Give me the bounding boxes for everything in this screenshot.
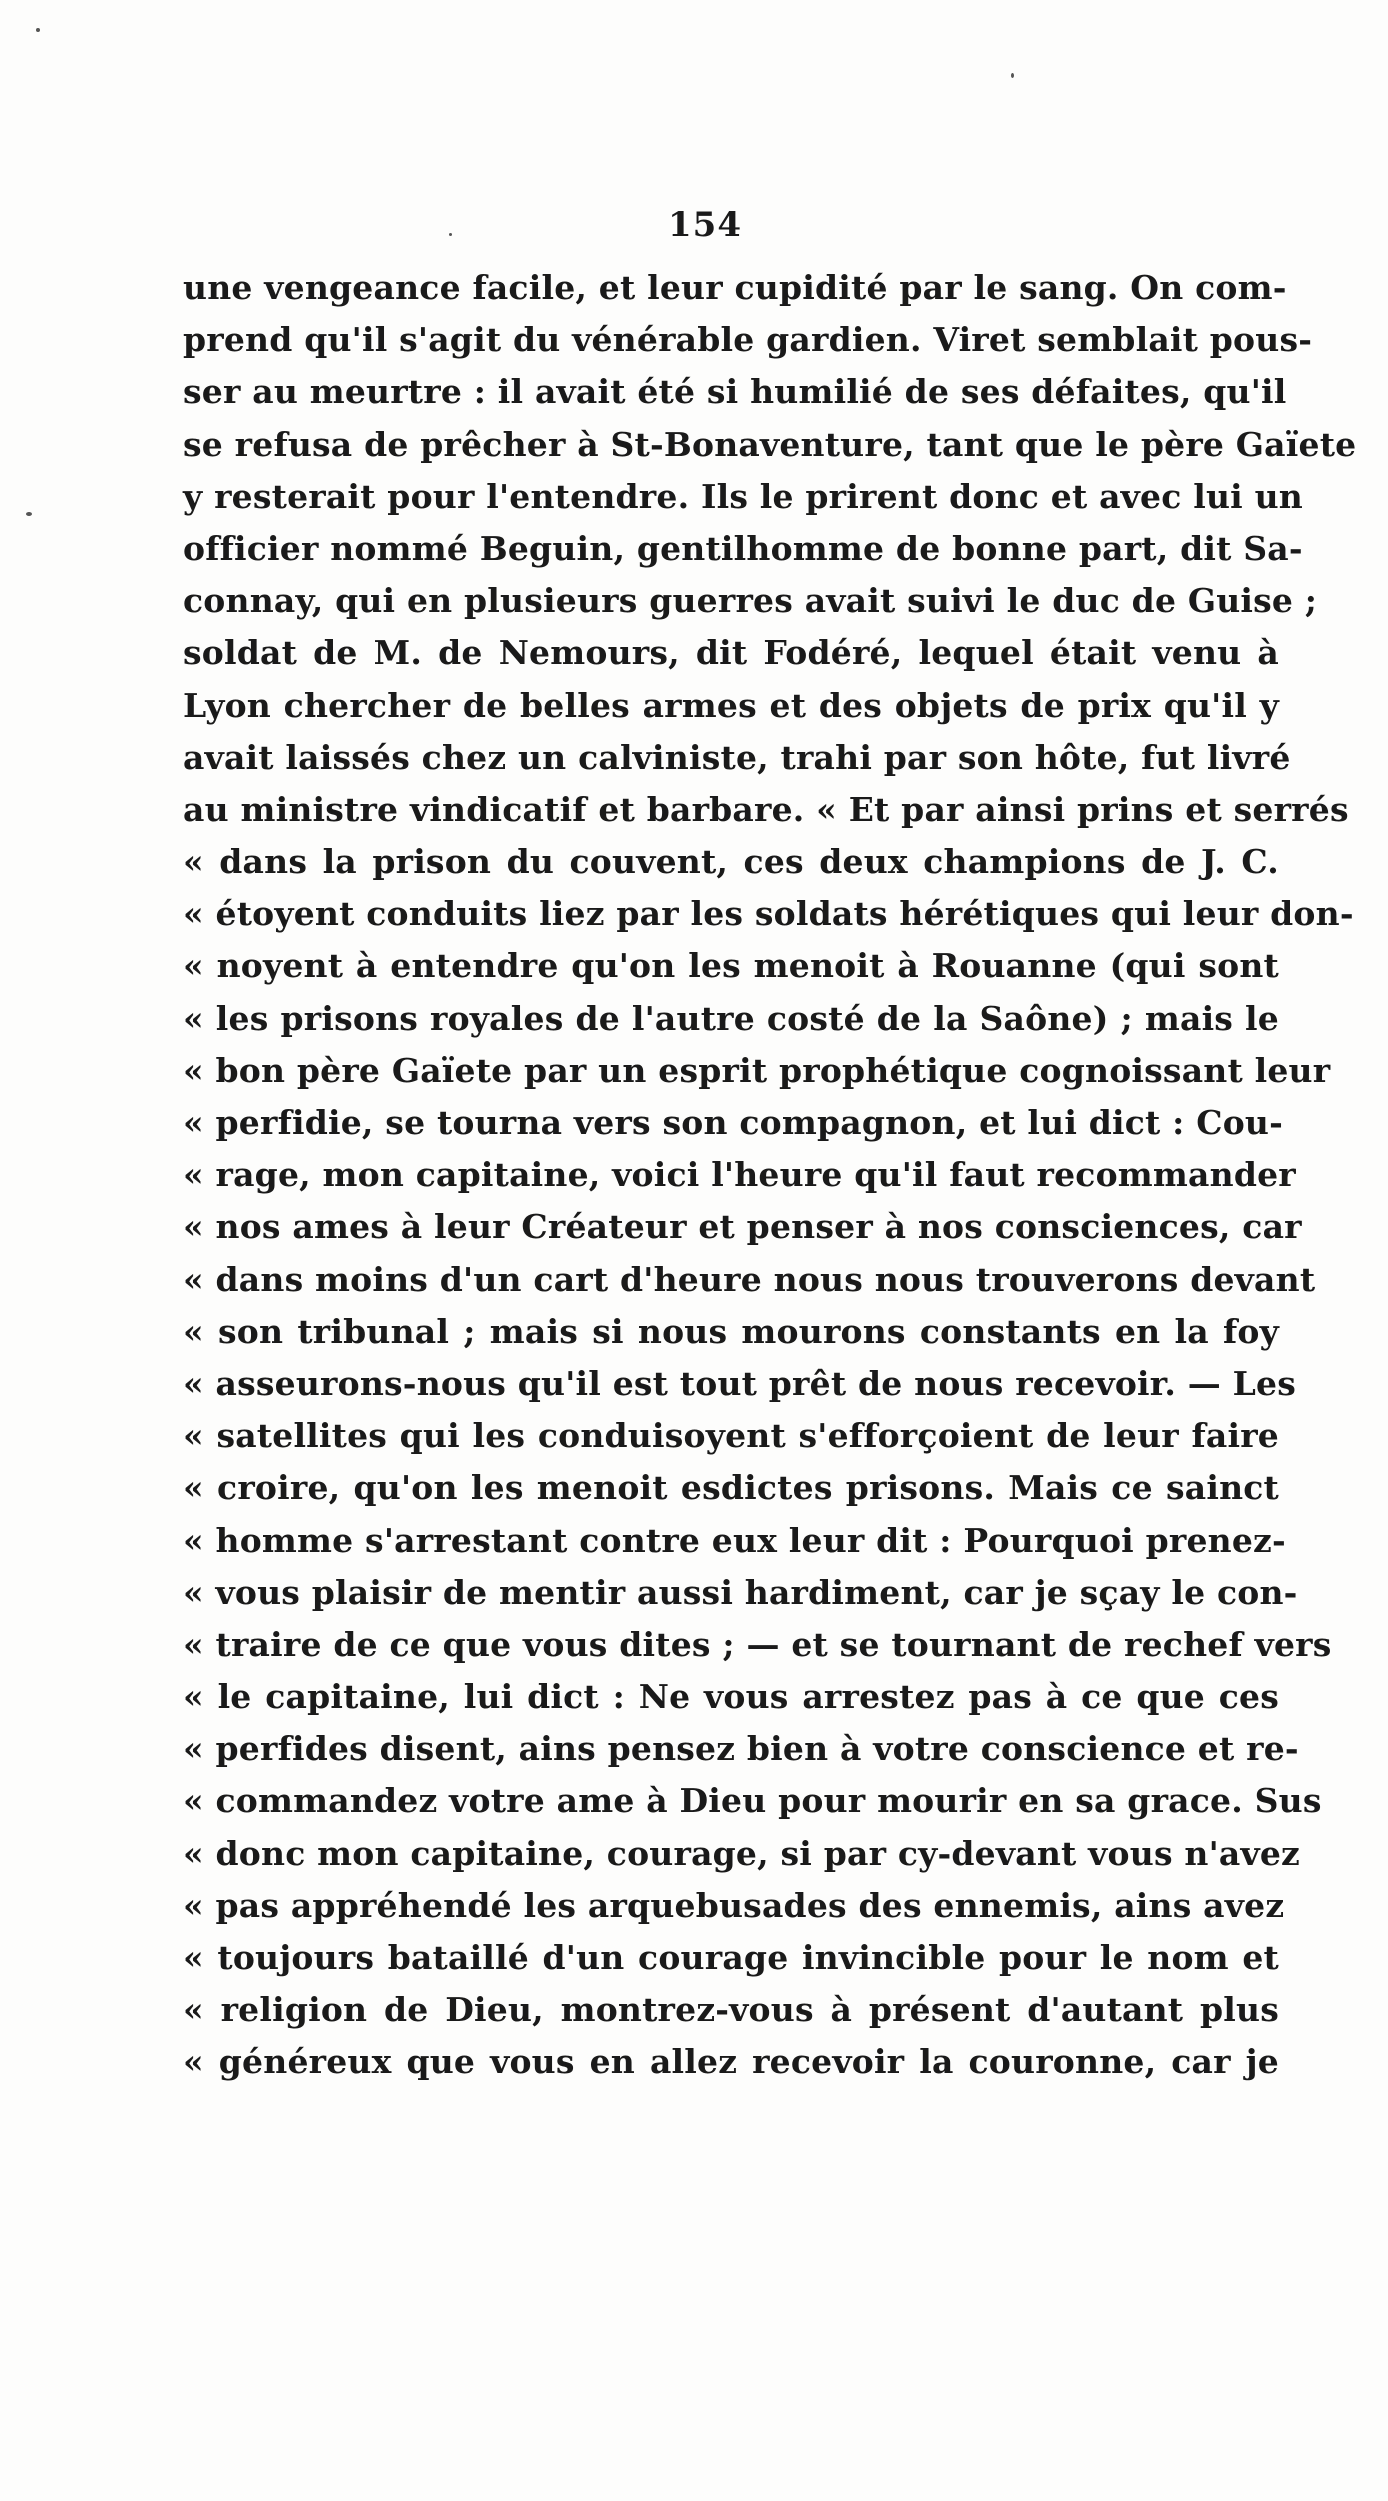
text-line: soldat de M. de Nemours, dit Fodéré, lequel était venu à [183,633,1279,673]
text-line: « rage, mon capitaine, voici l'heure qu'il faut recommander [183,1155,1296,1195]
text-line: « noyent à entendre qu'on les menoit à Rouanne (qui sont [183,946,1279,986]
text-line: officier nommé Beguin, gentilhomme de bonne part, dit Sa- [183,528,1303,568]
ink-speck [26,512,32,516]
text-line: « croire, qu'on les menoit esdictes prisons. Mais ce sainct [183,1468,1279,1508]
page-number: 154 [668,205,742,245]
text-line: « dans la prison du couvent, ces deux champions de J. C. [183,842,1279,882]
text-line: « traire de ce que vous dites ; — et se tournant de rechef vers [183,1624,1332,1664]
text-line: Lyon chercher de belles armes et des objets de prix qu'il y [183,685,1279,725]
text-line: « toujours bataillé d'un courage invincible pour le nom et [183,1938,1279,1977]
ink-speck [449,233,452,236]
text-line: avait laissés chez un calviniste, trahi par son hôte, fut livré [183,737,1291,777]
text-line: « son tribunal ; mais si nous mourons constants en la foy [183,1311,1279,1351]
text-line: connay, qui en plusieurs guerres avait suivi le duc de Guise ; [183,581,1318,621]
text-line: « satellites qui les conduisoyent s'efforçoient de leur faire [183,1416,1279,1456]
text-line: « commandez votre ame à Dieu pour mourir en sa grace. Sus [183,1781,1322,1821]
text-line: « religion de Dieu, montrez-vous à présent d'autant plus [183,1990,1279,2030]
body-text [183,262,1357,2089]
text-line: se refusa de prêcher à St-Bonaventure, tant que le père Gaïete [183,424,1357,464]
text-line: « perfidie, se tourna vers son compagnon, et lui dict : Cou- [183,1103,1284,1142]
text-line: prend qu'il s'agit du vénérable gardien. Viret semblait pous- [183,320,1313,360]
text-line: « généreux que vous en allez recevoir la couronne, car je [183,2042,1279,2082]
text-line: ser au meurtre : il avait été si humilié de ses défaites, qu'il [183,372,1287,412]
text-line: « pas appréhendé les arquebusades des ennemis, ains avez [183,1885,1285,1925]
text-line: « dans moins d'un cart d'heure nous nous trouverons devant [183,1259,1316,1299]
text-line: « perfides disent, ains pensez bien à votre conscience et re- [183,1729,1299,1769]
text-line: « asseurons-nous qu'il est tout prêt de nous recevoir. — Les [183,1363,1296,1403]
text-line: y resterait pour l'entendre. Ils le prirent donc et avec lui un [183,476,1303,516]
text-line: au ministre vindicatif et barbare. « Et par ainsi prins et serrés [183,789,1349,829]
text-line: « bon père Gaïete par un esprit prophétique cognoissant leur [183,1050,1331,1090]
text-line: « nos ames à leur Créateur et penser à nos consciences, car [183,1207,1302,1247]
text-line: « le capitaine, lui dict : Ne vous arrestez pas à ce que ces [183,1677,1279,1717]
text-line: « les prisons royales de l'autre costé de la Saône) ; mais le [183,998,1279,1038]
text-line: « donc mon capitaine, courage, si par cy-devant vous n'avez [183,1833,1300,1873]
ink-speck [1011,73,1014,78]
ink-speck [36,28,40,32]
text-line: « homme s'arrestant contre eux leur dit : Pourquoi prenez- [183,1520,1286,1560]
text-line: « étoyent conduits liez par les soldats hérétiques qui leur don- [183,894,1354,934]
text-line: une vengeance facile, et leur cupidité par le sang. On com- [183,268,1287,307]
text-line: « vous plaisir de mentir aussi hardiment, car je sçay le con- [183,1572,1298,1612]
